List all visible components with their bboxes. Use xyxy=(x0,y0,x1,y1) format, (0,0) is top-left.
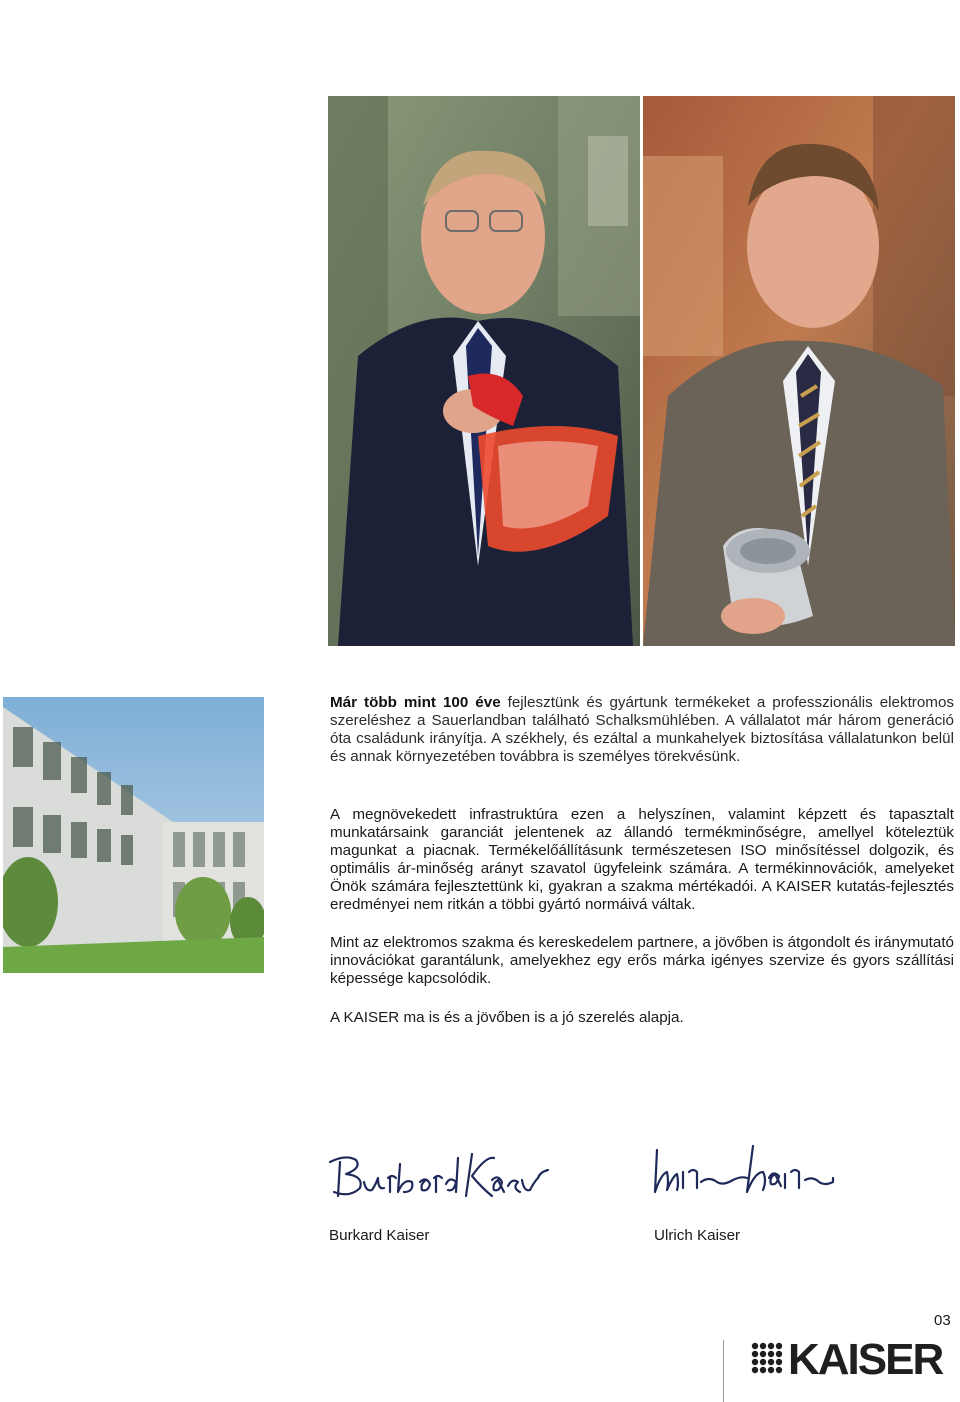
signature-burkard-kaiser xyxy=(326,1148,551,1204)
partner-paragraph xyxy=(330,934,954,988)
photo-man-with-grey-product xyxy=(643,96,955,646)
photo-man-with-red-product xyxy=(328,96,640,646)
intro-lead: Már több mint 100 éve xyxy=(330,694,501,711)
photo-company-headquarters xyxy=(3,697,264,973)
signature-name-ulrich: Ulrich Kaiser xyxy=(654,1227,741,1244)
quality-paragraph xyxy=(330,806,954,915)
closing-paragraph xyxy=(330,1009,954,1027)
page-number: 03 xyxy=(934,1312,951,1329)
signature-ulrich-kaiser xyxy=(651,1142,836,1202)
intro-text: fejlesztünk és gyártunk termékeket a professzionális elektromos szereléshez a Sauerlandban található Schalksmühlében. A vállalatot már három generáció óta családunk irányítja. A székhely, és ezáltal a munkahelyek biztosítása vállalatunkon belül és annak környezetében továbbra is személyes törekvésünk. xyxy=(330,694,954,766)
partner-text: Mint az elektromos szakma és kereskedelem partnere, a jövőben is átgondolt és iránymutató innovációkat garantálunk, amelyekhez egy erős márka igényes szervize és gyors szállítási képessége kapcsolódik. xyxy=(330,934,954,988)
closing-text: A KAISER ma is és a jövőben is a jó szerelés alapja. xyxy=(330,1009,684,1026)
signature-name-burkard: Burkard Kaiser xyxy=(329,1227,430,1244)
kaiser-logo-dots-icon xyxy=(751,1342,787,1378)
intro-paragraph xyxy=(330,694,954,766)
quality-text: A megnövekedett infrastruktúra ezen a helyszínen, valamint képzett és tapasztalt munkatársaink garanciát jelentenek az állandó termékminőségre, amellyel köteleztük magunkat a piacnak. Termékelőállításunk természetesen ISO minősítéssel dolgozik, és optimális ár-minőség arányt szavatol ügyfeleink számára. A termékinnovációk, amelyeket Önök számára fejlesztettünk ki, gyakran a szakma mértékadói. A KAISER kutatás-fejlesztés eredményei nem ritkán a többi gyártó normáivá váltak. xyxy=(330,806,954,914)
kaiser-logo-text: KAISER xyxy=(788,1335,943,1384)
kaiser-logo xyxy=(751,1335,943,1384)
footer-divider xyxy=(723,1340,724,1402)
